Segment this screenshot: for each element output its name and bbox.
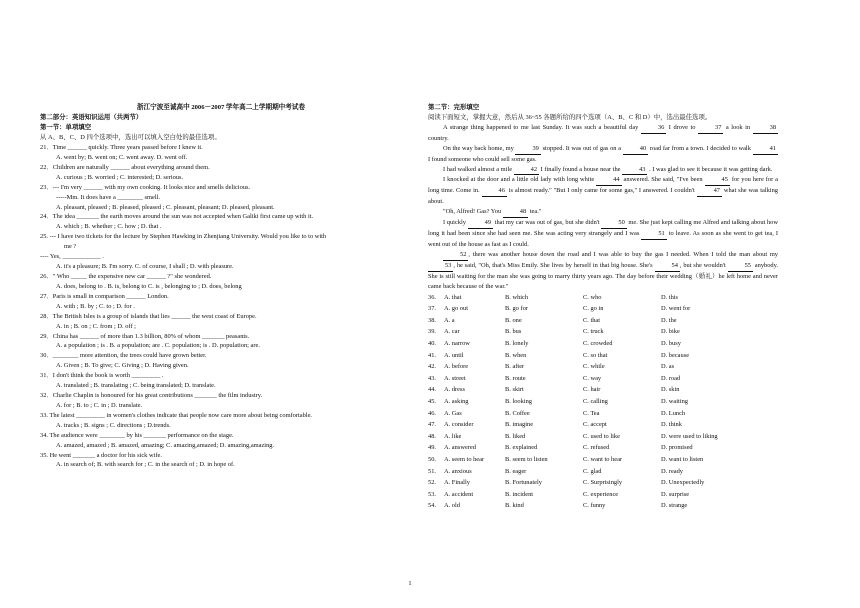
answer-options-line: A. with ; B. by ; C. to ; D. for .	[56, 302, 135, 310]
option-cell: D. waiting	[661, 397, 688, 405]
blank: 47	[697, 186, 722, 197]
multiple-choice-list	[40, 143, 402, 470]
option-cell: C. while	[583, 363, 605, 371]
answer-options-line: -----Mm. It does have a ________ smell.	[56, 193, 161, 201]
option-cell: C. crowded	[583, 339, 613, 347]
section1-instruction: 从 A、B、C、D 四个选项中，选出可以填入空白处的最佳选项。	[40, 134, 221, 142]
option-row	[428, 420, 741, 432]
option-cell: C. funny	[583, 502, 606, 510]
option-row	[428, 432, 741, 444]
question-number: 45.	[428, 397, 436, 405]
question-line: 31．I don't think the book is worth _________ .	[40, 372, 164, 380]
option-cell: A. anxious	[444, 467, 472, 475]
option-cell: D. this	[661, 293, 679, 301]
question-line: 33. The latest _________ in women's clothes indicate that people now care more about being comfortable.	[40, 411, 313, 419]
cloze-paragraph: On the way back home, my 39 stopped. It was out of gas on a 40 road far from a town. I decided to walk 41 I found someone who could sell some gas.	[428, 144, 776, 163]
question-line: 21．Time ______ quickly. Three years passed before I knew it.	[40, 143, 203, 151]
option-cell: C. truck	[583, 328, 604, 336]
blank: 38	[753, 123, 778, 134]
option-cell: B. Fortunately	[505, 479, 542, 487]
option-row	[428, 327, 741, 339]
option-row	[428, 490, 741, 502]
option-cell: C. go in	[583, 305, 604, 313]
question-number: 37.	[428, 305, 436, 313]
option-cell: A. asking	[444, 397, 469, 405]
option-cell: D. strange	[661, 502, 688, 510]
question-line: 28．The British Isles is a group of islands that lies ______ the west coast of Europe.	[40, 312, 257, 320]
question-line: 35. He went _______ a doctor for his sick wife.	[40, 451, 162, 459]
option-row	[428, 455, 741, 467]
option-cell: B. bus	[505, 328, 522, 336]
cloze-paragraph: A strange thing happened to me last Sunday. It was such a beautiful day 36 I drove to 37 a look in 38 country.	[428, 123, 777, 142]
question-number: 39.	[428, 328, 436, 336]
cloze-paragraph: I knocked at the door and a little old lady with long white 44 answered. She said, "I've been 45 for you here for a long time. Come in. 46 is almost ready." "But I only came for some gas," I answered. I couldn't 47 what she was talking about.	[428, 176, 778, 206]
section2-heading: 第二节：完形填空	[428, 104, 480, 111]
option-cell: D. the	[661, 316, 677, 324]
answer-options-line: A. translated ; B. translating ; C. being translated; D. translate.	[56, 382, 216, 390]
option-row	[428, 293, 741, 305]
question-line: 23．--- I'm very ______ with my own cooking. It looks nice and smells delicious.	[40, 183, 251, 191]
option-cell: D. because	[661, 351, 690, 359]
question-number: 43.	[428, 374, 436, 382]
blank: 54	[655, 261, 680, 272]
answer-options-line: A. Given ; B. To give; C. Giving ; D. Having given.	[56, 362, 189, 370]
option-cell: B. kind	[505, 502, 524, 510]
option-cell: B. go for	[505, 305, 528, 313]
option-cell: C. accept	[583, 421, 607, 429]
option-cell: D. as	[661, 363, 675, 371]
blank: 37	[698, 123, 723, 134]
blank: 51	[641, 229, 666, 240]
option-cell: D. road	[661, 374, 681, 382]
question-line: 27．Paris is small in comparison ______ London.	[40, 292, 169, 300]
option-cell: C. who	[583, 293, 602, 301]
option-row	[428, 443, 741, 455]
blank: 53	[428, 261, 453, 272]
option-cell: B. lonely	[505, 339, 529, 347]
option-cell: B. route	[505, 374, 526, 382]
option-cell: B. which	[505, 293, 529, 301]
question-number: 49.	[428, 444, 436, 452]
option-row	[428, 304, 741, 316]
answer-options-line: A. does, belong to . B. is, belong to C. is , belonging to ; D. does, belong	[56, 282, 242, 290]
answer-options-line: A. pleasant, pleased ; B. pleased, pleased ; C. pleasant, pleasant; D. pleased, pleasant.	[56, 203, 275, 211]
option-cell: A. a	[444, 316, 455, 324]
option-cell: B. eager	[505, 467, 527, 475]
option-cell: B. incident	[505, 490, 534, 498]
option-cell: D. bike	[661, 328, 680, 336]
option-cell: A. consider	[444, 421, 474, 429]
option-cell: B. after	[505, 363, 525, 371]
right-column	[428, 103, 778, 513]
question-number: 44.	[428, 386, 436, 394]
option-cell: B. looking	[505, 397, 532, 405]
option-row	[428, 467, 741, 479]
question-number: 53.	[428, 490, 436, 498]
blank: 44	[596, 175, 621, 186]
option-cell: C. refused	[583, 444, 610, 452]
cloze-paragraph: "Oh, Alfred! Gas? You 48 tea."	[428, 207, 778, 218]
question-number: 51.	[428, 467, 436, 475]
option-cell: C. way	[583, 374, 602, 382]
option-cell: C. Tea	[583, 409, 600, 417]
option-cell: C. calling	[583, 397, 608, 405]
option-cell: B. seem to listen	[505, 455, 548, 463]
option-cell: C. hair	[583, 386, 601, 394]
section2-instruction: 阅读下面短文，掌握大意，然后从 36~55 各题所给的四个选项（A、B、C 和 D）中，选出最佳选项。	[428, 113, 712, 121]
option-cell: A. Gas	[444, 409, 462, 417]
answer-options-line: A. it's a pleasure; B. I'm sorry. C. of course, I shall ; D. with pleasure.	[56, 263, 234, 271]
cloze-paragraph: I had walked almost a mile 42 I finally found a house near the 43 . I was glad to see it because it was getting dark.	[428, 165, 778, 176]
option-cell: B. explained	[505, 444, 538, 452]
question-line: 26．" Who _____ the expensive new car ______ ?" she wondered.	[40, 272, 212, 280]
blank: 49	[468, 218, 493, 229]
option-cell: C. that	[583, 316, 601, 324]
left-column	[40, 103, 402, 470]
question-number: 47.	[428, 421, 436, 429]
question-number: 41.	[428, 351, 436, 359]
option-cell: A. car	[444, 328, 460, 336]
answer-options-line: A. went by; B. went on; C. went away. D. went off.	[56, 153, 188, 161]
option-cell: D. were used to liking	[661, 432, 718, 440]
option-row	[428, 351, 741, 363]
blank: 46	[482, 186, 507, 197]
option-cell: C. Surprisingly	[583, 479, 623, 487]
option-cell: C. glad	[583, 467, 602, 475]
option-cell: D. surprise	[661, 490, 690, 498]
question-number: 36.	[428, 293, 436, 301]
answer-options-line: A. which ; B. whether ; C. how ; D. that .	[56, 223, 162, 231]
answer-options-line: A. in ; B. on ; C. from ; D. off ;	[56, 322, 136, 330]
option-cell: D. think	[661, 421, 682, 429]
question-line: 22．Children are naturally ______ about everything around them.	[40, 163, 210, 171]
option-cell: D. ready	[661, 467, 684, 475]
option-cell: D. Lunch	[661, 409, 686, 417]
option-cell: A. dress	[444, 386, 465, 394]
blank: 42	[514, 165, 539, 176]
option-cell: B. when	[505, 351, 527, 359]
answer-options-line: A. in search of; B. with search for ; C. in the search of ; D. in hope of.	[56, 461, 235, 469]
option-row	[428, 316, 741, 328]
question-number: 42.	[428, 363, 436, 371]
answer-options-line: A. amazed, amazed ; B. amazed, amazing; C. amazing,amazed; D. amazing,amazing.	[56, 441, 275, 449]
answer-options-line: A. curious ; B. worried ; C. interested; D. serious.	[56, 173, 184, 181]
option-row	[428, 374, 741, 386]
question-number: 46.	[428, 409, 436, 417]
section1-heading: 第一节：单项填空	[40, 124, 92, 132]
cloze-paragraph: I quickly 49 that my car was out of gas, but she didn't 50 me. She just kept calling me Alfred and talking about how long it had been since she had seen me. She was acting very strangely and I was 51 to leave. As soon as she went to get tea, I went out of the house as fast as I could.	[428, 219, 779, 248]
option-cell: B. one	[505, 316, 522, 324]
page-number: 1	[408, 580, 412, 587]
blank: 52	[443, 250, 468, 261]
blank: 41	[753, 144, 778, 155]
option-cell: B. liked	[505, 432, 526, 440]
answer-options-line: A. for ; B. to ; C. in ; D. translate.	[56, 401, 143, 409]
answer-options-line: A. tracks ; B. signs ; C. directions ; D.trends.	[56, 421, 171, 429]
blank: 43	[622, 165, 647, 176]
question-line: 34. The audience were ________ by his _______ performance on the stage.	[40, 431, 234, 439]
option-cell: A. go out	[444, 305, 468, 313]
answer-options-line: me ?	[64, 243, 77, 251]
option-cell: A. old	[444, 502, 460, 510]
question-number: 54.	[428, 502, 436, 510]
part-heading: 第二部分：英语知识运用（共两节）	[40, 114, 143, 122]
question-number: 48.	[428, 432, 436, 440]
option-cell: D. promised	[661, 444, 693, 452]
question-line: 32．Charlie Chaplin is honoured for his great contributions _______ the film industry.	[40, 392, 263, 400]
blank: 36	[641, 123, 666, 134]
option-cell: C. experience	[583, 490, 619, 498]
blank: 50	[601, 218, 626, 229]
option-cell: A. accident	[444, 490, 474, 498]
option-cell: A. answered	[444, 444, 476, 452]
question-number: 40.	[428, 339, 436, 347]
option-cell: A. narrow	[444, 339, 470, 347]
option-cell: B. skirt	[505, 386, 524, 394]
option-cell: A. before	[444, 363, 469, 371]
option-row	[428, 409, 741, 421]
question-line: 25. --- I have two tickets for the lecture by Stephen Hawking in Zhenjiang University. Would you like to to with	[40, 233, 327, 241]
question-line: 24．The idea _______ the earth moves around the sun was not accepted when Galiki first came up with it.	[40, 213, 314, 221]
option-cell: A. that	[444, 293, 462, 301]
question-number: 52.	[428, 479, 436, 487]
question-line: 30．________ more attention, the trees could have grown better.	[40, 352, 207, 360]
cloze-paragraph: 52 , there was another house down the road and I was able to buy the gas I needed. When I told the man about my 53 , he said, "Oh, that's Miss Emily. She lives by herself in that big house. She's 54 , but she wouldn't 55 anybody. She is still waiting for the man she was going to marry thirty years ago. The day before their wedding（婚礼）he left home and never came back because of the war."	[428, 250, 778, 290]
question-number: 50.	[428, 455, 436, 463]
option-cell: A. like	[444, 432, 462, 440]
option-row	[428, 478, 741, 490]
blank: 48	[503, 207, 528, 218]
blank: 55	[728, 261, 753, 272]
option-cell: C. want to hear	[583, 455, 623, 463]
option-cell: B. imagine	[505, 421, 534, 429]
question-number: 38.	[428, 316, 436, 324]
option-cell: A. seem to hear	[444, 455, 485, 463]
option-cell: C. used to like	[583, 432, 620, 440]
option-cell: C. so that	[583, 351, 608, 359]
option-row	[428, 385, 741, 397]
option-cell: A. until	[444, 351, 464, 359]
question-line: ---- Yes, ____________ .	[40, 253, 104, 261]
blank: 39	[515, 144, 540, 155]
option-cell: A. Finally	[444, 479, 470, 487]
option-cell: D. went for	[661, 305, 691, 313]
option-row	[428, 397, 741, 409]
option-cell: D. want to listen	[661, 455, 704, 463]
question-line: 29．China has ______ of more than 1.3 billion, 80% of whom _______ peasants.	[40, 332, 250, 340]
option-row	[428, 362, 741, 374]
option-cell: B. Coffee	[505, 409, 530, 417]
option-cell: A. street	[444, 374, 466, 382]
document-title: 浙江宁波至诚高中 2006－2007 学年高二上学期期中考试卷	[136, 104, 306, 111]
answer-options-line: A. a population ; is . B. a population; are . C. population; is . D. population; are.	[56, 342, 260, 350]
cloze-options-table	[428, 293, 741, 513]
option-row	[428, 339, 741, 351]
option-cell: D. busy	[661, 339, 681, 347]
blank: 45	[705, 175, 730, 186]
option-cell: D. Unexpectedly	[661, 479, 705, 487]
blank: 40	[623, 144, 648, 155]
option-row	[428, 501, 741, 513]
option-cell: D. skin	[661, 386, 680, 394]
